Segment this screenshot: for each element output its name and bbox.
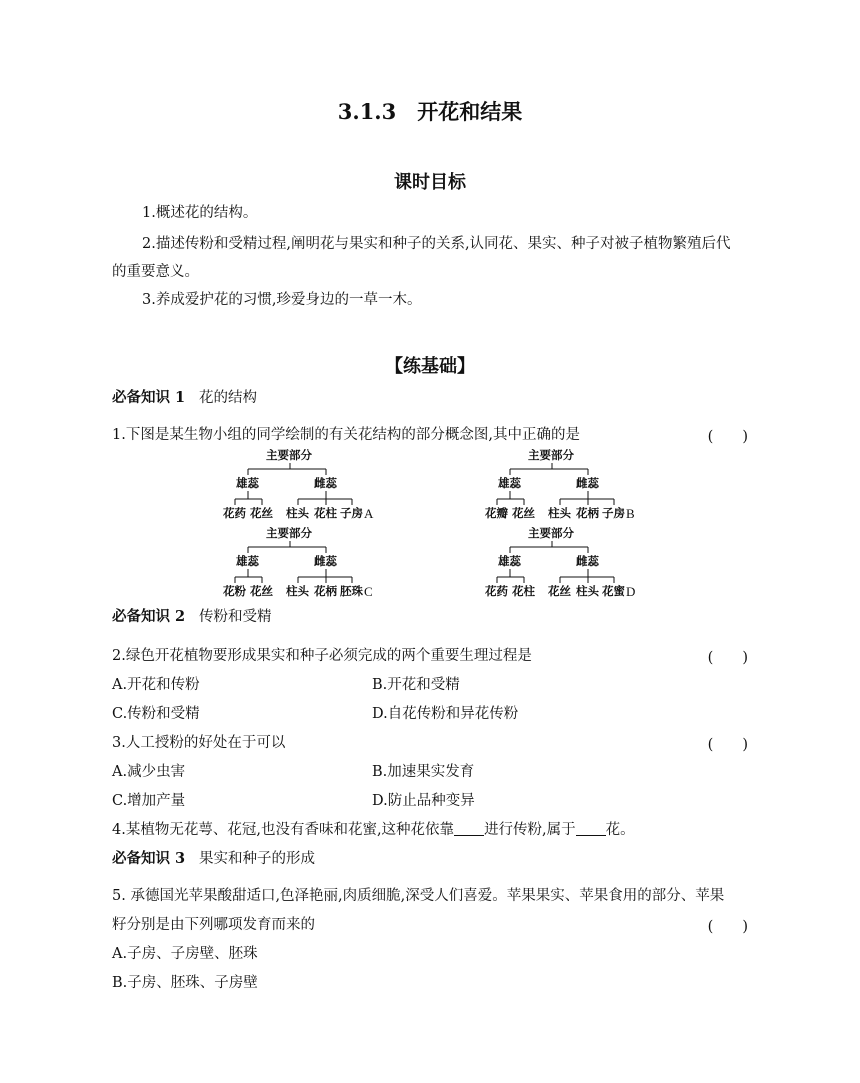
diagram-b-stamen: 雄蕊 xyxy=(498,476,521,490)
knowledge-label: 必备知识 3 xyxy=(112,850,186,867)
question-2-answer-paren[interactable]: ( ) xyxy=(707,650,748,666)
diagram-c-leaf-2: 花丝 xyxy=(250,584,273,598)
question-3-option-c[interactable]: C.增加产量 xyxy=(112,793,186,809)
diagram-c-pistil: 雌蕊 xyxy=(314,554,337,568)
diagram-b-root: 主要部分 xyxy=(528,448,574,462)
diagram-b xyxy=(480,447,650,525)
diagram-b-tag: B xyxy=(626,506,635,521)
diagram-b-leaf-2: 花丝 xyxy=(512,506,535,520)
knowledge-section-3 xyxy=(112,849,315,869)
diagram-c-root: 主要部分 xyxy=(266,526,312,540)
goal-item-2: 2.描述传粉和受精过程,阐明花与果实和种子的关系,认同花、果实、种子对被子植物繁殖后代 xyxy=(142,236,731,252)
diagram-d-leaf-3: 花丝 xyxy=(548,584,571,598)
page-title: 3.1.3 开花和结果 xyxy=(337,99,523,124)
question-4-blank-1[interactable] xyxy=(454,821,484,836)
diagram-b-leaf-3: 柱头 xyxy=(548,506,571,520)
question-1-text: 1.下图是某生物小组的同学绘制的有关花结构的部分概念图,其中正确的是 xyxy=(112,427,580,443)
diagram-a-leaf-5: 子房 xyxy=(340,506,363,520)
question-4 xyxy=(112,820,635,840)
diagram-a-stamen: 雄蕊 xyxy=(236,476,259,490)
question-3-option-a[interactable]: A.减少虫害 xyxy=(112,764,186,780)
diagram-c-leaf-3: 柱头 xyxy=(286,584,309,598)
practice-heading: 【练基础】 xyxy=(385,356,475,377)
diagram-a-root: 主要部分 xyxy=(266,448,312,462)
goal-item-3: 3.养成爱护花的习惯,珍爱身边的一草一木。 xyxy=(142,292,422,308)
question-2-option-d[interactable]: D.自花传粉和异花传粉 xyxy=(372,706,519,722)
knowledge-topic: 花的结构 xyxy=(198,390,257,406)
goal-item-2-cont: 的重要意义。 xyxy=(112,264,199,280)
diagram-a-leaf-2: 花丝 xyxy=(250,506,273,520)
diagram-d-leaf-4: 柱头 xyxy=(576,584,599,598)
diagram-b-leaf-1: 花瓣 xyxy=(485,506,508,520)
knowledge-label: 必备知识 2 xyxy=(112,608,186,625)
diagram-d-leaf-2: 花柱 xyxy=(512,584,535,598)
question-5-option-a[interactable]: A.子房、子房壁、胚珠 xyxy=(112,946,258,962)
question-2-text: 2.绿色开花植物要形成果实和种子必须完成的两个重要生理过程是 xyxy=(112,648,532,664)
diagram-a-leaf-1: 花药 xyxy=(223,506,246,520)
diagram-a-leaf-4: 花柱 xyxy=(314,506,337,520)
knowledge-section-2 xyxy=(112,607,271,627)
question-5-text-line-2: 籽分别是由下列哪项发育而来的 xyxy=(112,917,315,933)
question-2-option-b[interactable]: B.开花和受精 xyxy=(372,677,460,693)
diagram-d-leaf-1: 花药 xyxy=(485,584,508,598)
diagram-b-leaf-5: 子房 xyxy=(602,506,625,520)
diagram-d-leaf-5: 花蜜 xyxy=(602,584,625,598)
question-2-option-c[interactable]: C.传粉和受精 xyxy=(112,706,200,722)
question-5-answer-paren[interactable]: ( ) xyxy=(707,919,748,935)
diagram-d-pistil: 雌蕊 xyxy=(576,554,599,568)
question-3-text: 3.人工授粉的好处在于可以 xyxy=(112,735,286,751)
question-4-part-1: 4.某植物无花萼、花冠,也没有香味和花蜜,这种花依靠 xyxy=(112,822,455,838)
diagram-c-tag: C xyxy=(364,584,373,599)
diagram-c-stamen: 雄蕊 xyxy=(236,554,259,568)
diagram-c xyxy=(218,525,388,603)
question-4-part-3: 花。 xyxy=(605,822,635,838)
diagram-a xyxy=(218,447,388,525)
diagram-b-pistil: 雌蕊 xyxy=(576,476,599,490)
goal-item-1: 1.概述花的结构。 xyxy=(142,205,258,221)
question-3-option-d[interactable]: D.防止品种变异 xyxy=(372,793,475,809)
diagram-d-tag: D xyxy=(626,584,636,599)
question-1-answer-paren[interactable]: ( ) xyxy=(707,429,748,445)
question-5-option-b[interactable]: B.子房、胚珠、子房壁 xyxy=(112,975,258,991)
question-4-blank-2[interactable] xyxy=(576,821,606,836)
knowledge-label: 必备知识 1 xyxy=(112,389,186,406)
question-3-answer-paren[interactable]: ( ) xyxy=(707,737,748,753)
diagram-a-pistil: 雌蕊 xyxy=(314,476,337,490)
knowledge-topic: 传粉和受精 xyxy=(198,609,272,625)
diagram-c-leaf-1: 花粉 xyxy=(223,584,246,598)
knowledge-section-1 xyxy=(112,388,257,408)
question-2-option-a[interactable]: A.开花和传粉 xyxy=(112,677,200,693)
diagram-a-tag: A xyxy=(364,506,374,521)
diagram-c-leaf-4: 花柄 xyxy=(314,584,337,598)
question-4-part-2: 进行传粉,属于 xyxy=(484,822,576,838)
diagram-d xyxy=(480,525,650,603)
diagram-b-leaf-4: 花柄 xyxy=(576,506,599,520)
diagram-d-stamen: 雄蕊 xyxy=(498,554,521,568)
diagram-c-leaf-5: 胚珠 xyxy=(340,584,363,598)
knowledge-topic: 果实和种子的形成 xyxy=(198,851,315,867)
question-5-text-line-1: 5. 承德国光苹果酸甜适口,色泽艳丽,肉质细脆,深受人们喜爱。苹果果实、苹果食用的部分、苹果 xyxy=(112,888,725,904)
diagram-a-leaf-3: 柱头 xyxy=(286,506,309,520)
question-3-option-b[interactable]: B.加速果实发育 xyxy=(372,764,475,780)
diagram-d-root: 主要部分 xyxy=(528,526,574,540)
goals-heading: 课时目标 xyxy=(394,172,466,193)
